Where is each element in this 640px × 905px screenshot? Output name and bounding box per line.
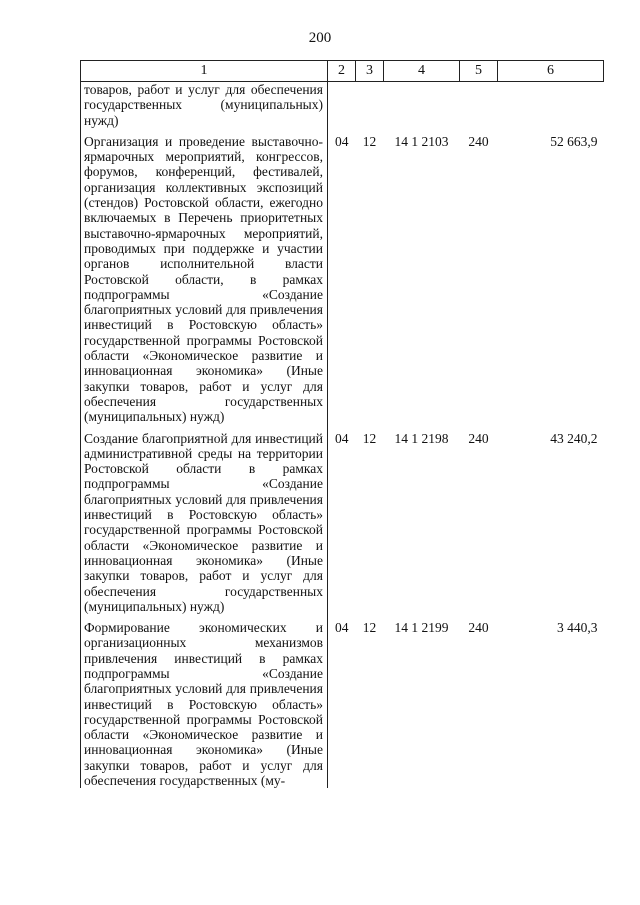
row-expense-type: 240	[468, 430, 489, 446]
row-target-article: 14 1 2103	[394, 133, 449, 149]
table-header	[81, 61, 604, 82]
column-header-6: 6	[498, 61, 604, 82]
column-header-5: 5	[460, 61, 498, 82]
row-expense-type: 240	[468, 620, 489, 636]
row-amount: 3 440,3	[557, 620, 598, 636]
table-row	[81, 128, 604, 425]
page-number: 200	[308, 30, 332, 46]
header-row	[81, 61, 604, 82]
row-description: Организация и проведение выставочно-ярмарочных мероприятий, конгрессов, форумов, конференций, фестивалей, организация коллективных экспозиций (стендов) Ростовской области, ежегодно включаемых в Перечень приоритетных выставочно-ярмарочных мероприятий, проводимых при поддержке и участии органов исполнительной власти Ростовской области, в рамках подпрограммы «Создание благоприятных условий для привлечения инвестиций в Ростовскую область» государственной программы Ростовской области «Экономическое развитие и инновационная экономика» (Иные закупки товаров, работ и услуг для обеспечения государственных (муниципальных) нужд)	[81, 128, 328, 425]
row-section-code: 04	[335, 430, 349, 446]
row-subsection-code: 12	[362, 620, 377, 636]
row-section-code: 04	[335, 133, 349, 149]
row-target-article: 14 1 2198	[394, 430, 449, 446]
continuation-description: товаров, работ и услуг для обеспечения государственных (муниципальных) нужд)	[81, 82, 328, 128]
column-header-3: 3	[356, 61, 384, 82]
row-amount: 43 240,2	[550, 430, 598, 446]
row-description: Формирование экономических и организационных механизмов привлечения инвестиций в рамках подпрограммы «Создание благоприятных условий для привлечения инвестиций в Ростовскую область» государственной программы Ростовской области «Экономическое развитие и инновационная экономика» (Иные закупки товаров, работ и услуг для обеспечения государственных (му-	[81, 614, 328, 788]
row-subsection-code: 12	[362, 430, 377, 446]
column-header-4: 4	[384, 61, 460, 82]
continuation-row	[81, 82, 604, 128]
row-description: Создание благоприятной для инвестиций административной среды на территории Ростовской области в рамках подпрограммы «Создание благоприятных условий для привлечения инвестиций в Ростовскую область» государственной программы Ростовской области «Экономическое развитие и инновационная экономика» (Иные закупки товаров, работ и услуг для обеспечения государственных (муниципальных) нужд)	[81, 425, 328, 615]
row-amount: 52 663,9	[550, 133, 598, 149]
row-subsection-code: 12	[362, 133, 377, 149]
row-expense-type: 240	[468, 133, 489, 149]
row-section-code: 04	[335, 620, 349, 636]
column-header-2: 2	[328, 61, 356, 82]
table-row	[81, 614, 604, 788]
column-header-1: 1	[81, 61, 328, 82]
table-row	[81, 425, 604, 615]
table-body	[81, 82, 604, 789]
row-target-article: 14 1 2199	[394, 620, 449, 636]
budget-table	[80, 60, 604, 788]
